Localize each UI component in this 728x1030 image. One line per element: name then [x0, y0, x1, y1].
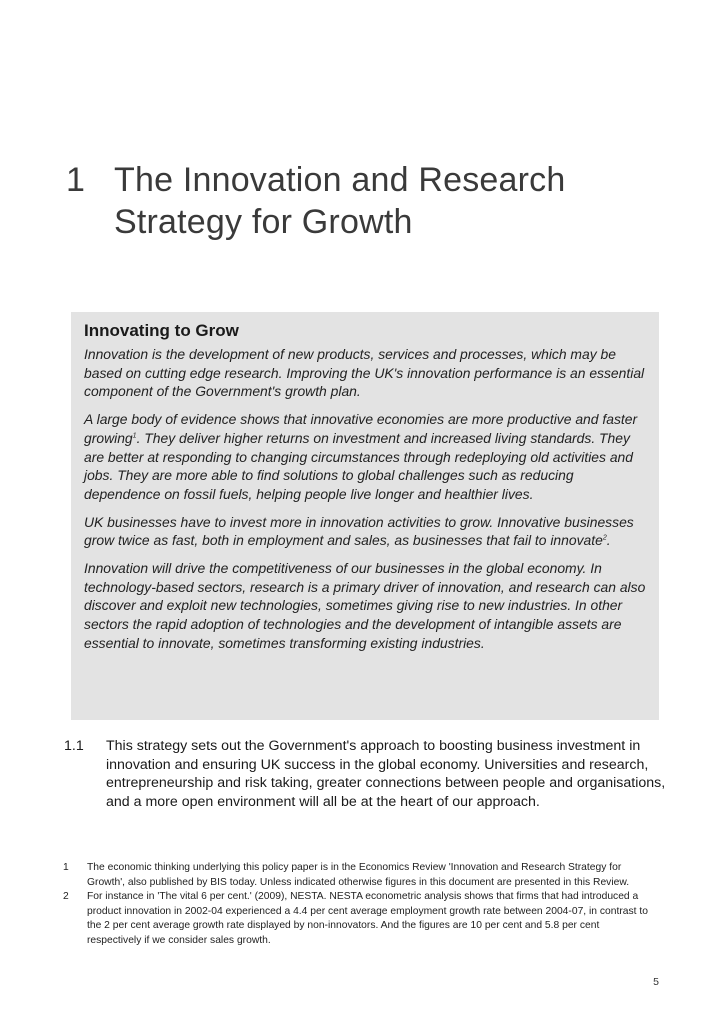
footnote-ref-2: 2	[602, 534, 607, 542]
footnotes	[63, 861, 656, 948]
chapter-title-line-1: The Innovation and Research	[114, 160, 566, 199]
box-paragraph-3-text: UK businesses have to invest more in innovation activities to grow. Innovative businesses grow twice as fast, both in employment and sales, as businesses that fail to innovate	[84, 513, 634, 549]
box-paragraph-4: Innovation will drive the competitiveness of our businesses in the global economy. In technology-based sectors, research is a primary driver of innovation, and research can also discover and exploit new technologies, sometimes giving rise to new industries. In other sectors the rapid adoption of technologies and the development of intangible assets are essential to innovate, sometimes transforming existing industries.	[84, 560, 646, 651]
chapter-title	[66, 159, 686, 243]
paragraph-number: 1.1	[64, 738, 84, 754]
box-paragraph-3-text-cont: .	[606, 532, 611, 549]
box-title: Innovating to Grow	[84, 321, 239, 340]
box-paragraph-1: Innovation is the development of new products, services and processes, which may be based on cutting edge research. Improving the UK's innovation performance is an essential component of the Government's growth plan.	[84, 346, 645, 400]
box-paragraph-2-text: A large body of evidence shows that innovative economies are more productive and faster growing	[84, 411, 638, 446]
footnote-number: 2	[63, 891, 69, 902]
footnote-1	[63, 861, 656, 890]
chapter-title-line-2: Strategy for Growth	[114, 202, 413, 241]
footnote-text: The economic thinking underlying this policy paper is in the Economics Review 'Innovation and Research Strategy for Growth', also published by BIS today. Unless indicated otherwise figures in this document are presented in this Review.	[87, 862, 630, 888]
footnote-text: For instance in 'The vital 6 per cent.' (2009), NESTA. NESTA econometric analysis shows that firms that had introduced a product innovation in 2002-04 experienced a 4.4 per cent average employment growth rate between 2004-07, in contrast to the 2 per cent average growth rate displayed by non-innovators. And the figures are 10 per cent and 5.8 per cent respectively if we consider sales growth.	[87, 891, 648, 946]
footnote-ref-1: 1	[132, 432, 137, 440]
box-paragraph-2-text-cont: . They deliver higher returns on investment and increased living standards. They are better at responding to changing circumstances through redeploying old activities and jobs. They are more able to find solutions to global challenges such as reducing dependence on fossil fuels, helping people live longer and healthier lives.	[84, 429, 634, 502]
footnote-number: 1	[63, 862, 69, 873]
footnote-2	[63, 890, 656, 948]
innovating-to-grow-box	[71, 312, 659, 720]
page-number: 5	[653, 976, 659, 988]
paragraph-text: This strategy sets out the Government's approach to boosting business investment in innovation and ensuring UK success in the global economy. Universities and research, entrepreneurship and risk taking, greater connections between people and organisations, and a more open environment will all be at the heart of our approach.	[106, 738, 666, 811]
chapter-number: 1	[66, 160, 86, 199]
box-paragraph-3	[84, 513, 647, 550]
numbered-paragraph	[66, 737, 666, 812]
box-paragraph-2	[84, 410, 647, 504]
